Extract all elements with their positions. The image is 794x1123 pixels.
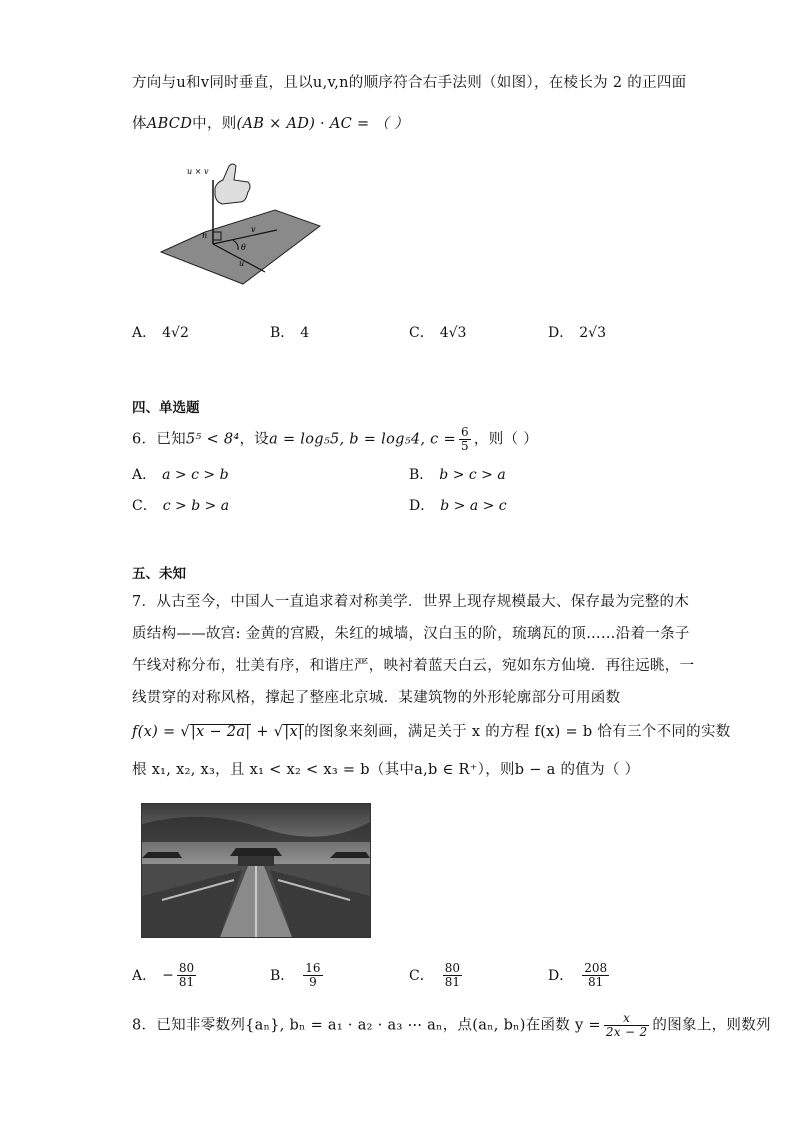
- q7-option-c[interactable]: C． $\frac{80}{81}$: [409, 961, 460, 989]
- q5-option-a[interactable]: A． 4√2: [132, 325, 189, 341]
- q7-line-5: f(x) = √|x − 2a| + √|x|的图象来刻画，满足关于 x 的方程 f(x) = b 恰有三个不同的实数: [132, 724, 731, 740]
- label-n: n: [202, 231, 208, 240]
- q5-option-b[interactable]: B． 4: [270, 325, 310, 341]
- q7-option-b[interactable]: B． $\frac{16}{9}$: [270, 961, 321, 989]
- q6-condition: 5⁵ < 8⁴: [185, 431, 240, 448]
- q7-line-3: 午线对称分布，壮美有序，和谐庄严，映衬着蓝天白云，宛如东方仙境．再往远眺，一: [132, 658, 695, 674]
- q6-definitions: a = log₅5, b = log₅4, c =: [269, 431, 456, 448]
- q5-line-2: [132, 112, 409, 133]
- q7-line-6: 根 x₁, x₂, x₃，且 x₁ < x₂ < x₃ = b（其中a,b ∈ R⁺），则b − a 的值为（ ）: [132, 762, 640, 778]
- section-heading-unknown: 五、未知: [132, 566, 186, 582]
- section-heading-single-choice: 四、单选题: [132, 400, 200, 416]
- q7-option-d[interactable]: D． $\frac{208}{81}$: [548, 961, 608, 989]
- q6-fraction: $\frac{6}{5}$: [460, 425, 469, 453]
- right-hand-rule-figure: [155, 160, 330, 290]
- q6-option-c[interactable]: C． c > b > a: [132, 498, 230, 514]
- q6-stem: 6．已知5⁵ < 8⁴，设a = log₅5, b = log₅4, c = $\frac{6}{5}$ ，则（ ）: [132, 425, 538, 453]
- label-v: v: [251, 225, 256, 234]
- q7-option-a[interactable]: A． − $\frac{80}{81}$: [132, 961, 195, 989]
- q6-option-a[interactable]: A． a > c > b: [132, 467, 229, 483]
- forbidden-city-photo: [141, 803, 371, 938]
- q5-tetra-name: ABCD: [146, 116, 193, 132]
- q5-line-1: 方向与u和v同时垂直，且以u,v,n的顺序符合右手法则（如图），在棱长为 2 的正四面: [132, 75, 687, 91]
- q6-option-b[interactable]: B． b > c > a: [409, 467, 506, 483]
- q6-option-d[interactable]: D． b > a > c: [409, 498, 507, 514]
- q5-line2-prefix: 体: [132, 116, 147, 132]
- q7-line-1: 7．从古至今，中国人一直追求着对称美学．世界上现存规模最大、保存最为完整的木: [132, 594, 690, 610]
- q5-vector-expression: (AB × AD) · AC = （ ）: [236, 116, 409, 132]
- q8-fraction: $\frac{x}{2x - 2}$: [605, 1011, 648, 1039]
- label-theta: θ: [241, 243, 246, 252]
- label-u: u: [239, 259, 245, 268]
- hand-icon: [215, 164, 250, 204]
- q7-line-4: 线贯穿的对称风格，撑起了整座北京城．某建筑物的外形轮廓部分可用函数: [132, 690, 621, 706]
- q5-line2-mid: 中，则: [192, 116, 237, 132]
- q5-option-c[interactable]: C． 4√3: [409, 325, 467, 341]
- q5-option-d[interactable]: D． 2√3: [548, 325, 606, 341]
- q7-line-2: 质结构——故宫: 金黄的宫殿，朱红的城墙，汉白玉的阶，琉璃瓦的顶……沿着一条子: [132, 626, 690, 642]
- q8-stem: 8．已知非零数列{aₙ}, bₙ = a₁ · a₂ · a₃ ⋯ aₙ，点(aₙ, bₙ)在函数 y = $\frac{x}{2x - 2}$ 的图象上，则数列: [132, 1011, 771, 1039]
- label-uxv: u × v: [187, 167, 209, 176]
